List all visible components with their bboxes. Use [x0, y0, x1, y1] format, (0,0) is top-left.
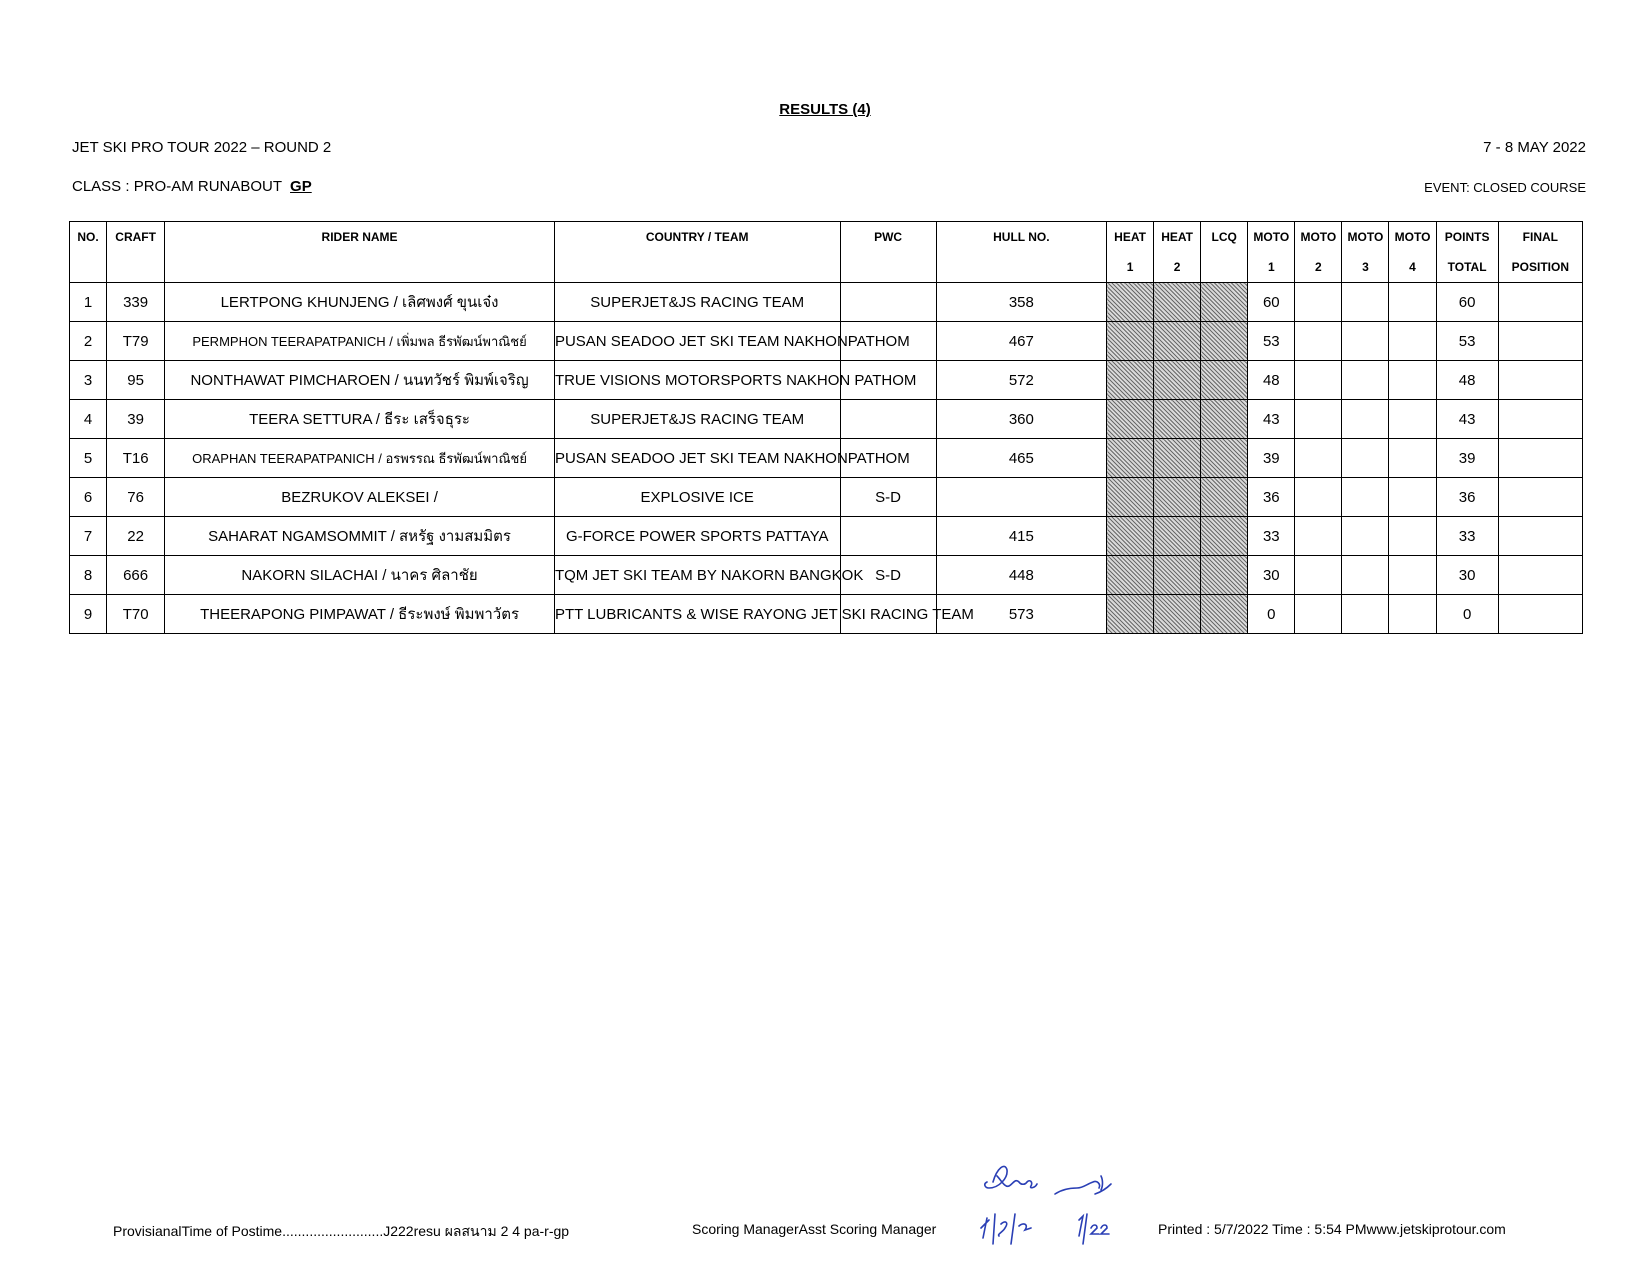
cell-moto-4: [1389, 322, 1436, 361]
cell-moto-2: [1295, 478, 1342, 517]
cell-moto-4: [1389, 283, 1436, 322]
header-rider-name: RIDER NAME: [165, 222, 555, 283]
header-heat-2: HEAT 2: [1154, 222, 1201, 283]
header-moto-3: MOTO 3: [1342, 222, 1389, 283]
cell-heat-1: [1107, 361, 1154, 400]
cell-heat-2: [1154, 322, 1201, 361]
cell-moto-4: [1389, 556, 1436, 595]
event-date: 7 - 8 MAY 2022: [1483, 139, 1586, 156]
event-type: EVENT: CLOSED COURSE: [1424, 180, 1586, 195]
header-final-position: FINAL POSITION: [1498, 222, 1582, 283]
table-row: [70, 517, 1583, 556]
cell-pwc: S-D: [840, 478, 936, 517]
cell-heat-1: [1107, 517, 1154, 556]
cell-final-position: [1498, 439, 1582, 478]
cell-rider-name: NONTHAWAT PIMCHAROEN / นนทวัชร์ พิมพ์เจริญ: [165, 361, 555, 400]
cell-rider-name: LERTPONG KHUNJENG / เลิศพงศ์ ขุนเจ๋ง: [165, 283, 555, 322]
cell-no: 2: [70, 322, 107, 361]
cell-pwc: [840, 517, 936, 556]
cell-lcq: [1201, 283, 1248, 322]
cell-rider-name: BEZRUKOV ALEKSEI /: [165, 478, 555, 517]
cell-final-position: [1498, 400, 1582, 439]
header-craft: CRAFT: [107, 222, 165, 283]
cell-moto-1: 30: [1248, 556, 1295, 595]
cell-lcq: [1201, 595, 1248, 634]
cell-craft: 22: [107, 517, 165, 556]
cell-final-position: [1498, 361, 1582, 400]
cell-heat-2: [1154, 439, 1201, 478]
cell-craft: T70: [107, 595, 165, 634]
cell-craft: 39: [107, 400, 165, 439]
header-pwc: PWC: [840, 222, 936, 283]
cell-heat-2: [1154, 595, 1201, 634]
cell-pwc: [840, 400, 936, 439]
table-header-row: [70, 222, 1583, 283]
cell-points-total: 0: [1436, 595, 1498, 634]
cell-points-total: 33: [1436, 517, 1498, 556]
cell-heat-1: [1107, 322, 1154, 361]
cell-moto-2: [1295, 517, 1342, 556]
cell-team: PUSAN SEADOO JET SKI TEAM NAKHONPATHOM: [554, 439, 840, 478]
page-title: RESULTS (4): [779, 101, 871, 118]
cell-no: 5: [70, 439, 107, 478]
handwritten-signature-icon: [975, 1158, 1165, 1248]
cell-moto-3: [1342, 478, 1389, 517]
footer-scoring-managers: Scoring ManagerAsst Scoring Manager: [692, 1221, 937, 1237]
cell-no: 6: [70, 478, 107, 517]
cell-heat-1: [1107, 595, 1154, 634]
cell-team: TQM JET SKI TEAM BY NAKORN BANGKOK: [554, 556, 840, 595]
cell-heat-2: [1154, 361, 1201, 400]
cell-points-total: 48: [1436, 361, 1498, 400]
table-row: [70, 556, 1583, 595]
cell-heat-2: [1154, 400, 1201, 439]
cell-moto-1: 0: [1248, 595, 1295, 634]
cell-rider-name: TEERA SETTURA / ธีระ เสร็จธุระ: [165, 400, 555, 439]
cell-moto-2: [1295, 361, 1342, 400]
cell-lcq: [1201, 478, 1248, 517]
cell-moto-1: 33: [1248, 517, 1295, 556]
cell-final-position: [1498, 556, 1582, 595]
cell-team: TRUE VISIONS MOTORSPORTS NAKHON PATHOM: [554, 361, 840, 400]
cell-points-total: 60: [1436, 283, 1498, 322]
table-row: [70, 361, 1583, 400]
cell-team: G-FORCE POWER SPORTS PATTAYA: [554, 517, 840, 556]
header-heat-1: HEAT 1: [1107, 222, 1154, 283]
cell-points-total: 36: [1436, 478, 1498, 517]
cell-lcq: [1201, 322, 1248, 361]
cell-moto-4: [1389, 595, 1436, 634]
cell-moto-4: [1389, 361, 1436, 400]
cell-team: SUPERJET&JS RACING TEAM: [554, 283, 840, 322]
cell-hull-no: 448: [936, 556, 1106, 595]
table-row: [70, 400, 1583, 439]
cell-moto-2: [1295, 322, 1342, 361]
cell-moto-1: 48: [1248, 361, 1295, 400]
header-hull-no: HULL NO.: [936, 222, 1106, 283]
cell-rider-name: ORAPHAN TEERAPATPANICH / อรพรรณ ธีรพัฒน์พาณิชย์: [165, 439, 555, 478]
class-line: [72, 178, 312, 195]
cell-moto-3: [1342, 595, 1389, 634]
cell-final-position: [1498, 283, 1582, 322]
table-row: [70, 439, 1583, 478]
cell-heat-1: [1107, 439, 1154, 478]
cell-moto-3: [1342, 322, 1389, 361]
cell-no: 7: [70, 517, 107, 556]
cell-pwc: [840, 283, 936, 322]
header-moto-1: MOTO 1: [1248, 222, 1295, 283]
cell-hull-no: 358: [936, 283, 1106, 322]
table-row: [70, 322, 1583, 361]
cell-points-total: 53: [1436, 322, 1498, 361]
cell-moto-3: [1342, 400, 1389, 439]
cell-moto-1: 53: [1248, 322, 1295, 361]
cell-pwc: S-D: [840, 556, 936, 595]
cell-moto-1: 36: [1248, 478, 1295, 517]
cell-heat-2: [1154, 478, 1201, 517]
cell-craft: 95: [107, 361, 165, 400]
cell-moto-4: [1389, 517, 1436, 556]
cell-heat-1: [1107, 400, 1154, 439]
cell-hull-no: 360: [936, 400, 1106, 439]
class-label: CLASS : PRO-AM RUNABOUT: [72, 178, 283, 195]
cell-no: 9: [70, 595, 107, 634]
cell-lcq: [1201, 400, 1248, 439]
cell-final-position: [1498, 478, 1582, 517]
cell-rider-name: NAKORN SILACHAI / นาคร ศิลาชัย: [165, 556, 555, 595]
cell-moto-3: [1342, 517, 1389, 556]
cell-lcq: [1201, 556, 1248, 595]
footer-provisional: ProvisianalTime of Postime..........................J222resu ผลสนาม 2 4 pa-r-gp: [113, 1223, 570, 1239]
cell-lcq: [1201, 439, 1248, 478]
cell-hull-no: 467: [936, 322, 1106, 361]
cell-moto-3: [1342, 439, 1389, 478]
cell-lcq: [1201, 361, 1248, 400]
header-lcq: LCQ: [1201, 222, 1248, 283]
cell-hull-no: 572: [936, 361, 1106, 400]
header-points-total: POINTS TOTAL: [1436, 222, 1498, 283]
cell-moto-3: [1342, 283, 1389, 322]
cell-moto-2: [1295, 283, 1342, 322]
cell-rider-name: SAHARAT NGAMSOMMIT / สหรัฐ งามสมมิตร: [165, 517, 555, 556]
cell-moto-1: 43: [1248, 400, 1295, 439]
cell-moto-1: 60: [1248, 283, 1295, 322]
cell-moto-4: [1389, 478, 1436, 517]
cell-heat-1: [1107, 556, 1154, 595]
cell-hull-no: 465: [936, 439, 1106, 478]
cell-heat-2: [1154, 517, 1201, 556]
cell-moto-2: [1295, 556, 1342, 595]
cell-moto-2: [1295, 400, 1342, 439]
cell-lcq: [1201, 517, 1248, 556]
cell-no: 8: [70, 556, 107, 595]
cell-no: 1: [70, 283, 107, 322]
header-moto-2: MOTO 2: [1295, 222, 1342, 283]
header-no: NO.: [70, 222, 107, 283]
cell-moto-1: 39: [1248, 439, 1295, 478]
cell-heat-1: [1107, 283, 1154, 322]
cell-team: PTT LUBRICANTS & WISE RAYONG JET SKI RACING TEAM: [554, 595, 840, 634]
cell-team: EXPLOSIVE ICE: [554, 478, 840, 517]
cell-no: 3: [70, 361, 107, 400]
cell-moto-3: [1342, 361, 1389, 400]
cell-moto-2: [1295, 595, 1342, 634]
footer-printed: Printed : 5/7/2022 Time : 5:54 PMwww.jetskiprotour.com: [1158, 1221, 1506, 1237]
table-row: [70, 478, 1583, 517]
cell-moto-2: [1295, 439, 1342, 478]
cell-final-position: [1498, 595, 1582, 634]
event-name: JET SKI PRO TOUR 2022 – ROUND 2: [72, 139, 332, 156]
cell-craft: T79: [107, 322, 165, 361]
cell-hull-no: 415: [936, 517, 1106, 556]
cell-hull-no: 573: [936, 595, 1106, 634]
cell-points-total: 43: [1436, 400, 1498, 439]
table-row: [70, 595, 1583, 634]
cell-craft: 666: [107, 556, 165, 595]
header-country-team: COUNTRY / TEAM: [554, 222, 840, 283]
cell-craft: 339: [107, 283, 165, 322]
cell-points-total: 39: [1436, 439, 1498, 478]
cell-heat-2: [1154, 283, 1201, 322]
cell-craft: 76: [107, 478, 165, 517]
cell-moto-3: [1342, 556, 1389, 595]
cell-final-position: [1498, 517, 1582, 556]
table-row: [70, 283, 1583, 322]
header-moto-4: MOTO 4: [1389, 222, 1436, 283]
cell-team: SUPERJET&JS RACING TEAM: [554, 400, 840, 439]
cell-hull-no: [936, 478, 1106, 517]
cell-rider-name: PERMPHON TEERAPATPANICH / เพิ่มพล ธีรพัฒน์พาณิชย์: [165, 322, 555, 361]
cell-no: 4: [70, 400, 107, 439]
cell-moto-4: [1389, 400, 1436, 439]
cell-team: PUSAN SEADOO JET SKI TEAM NAKHONPATHOM: [554, 322, 840, 361]
cell-moto-4: [1389, 439, 1436, 478]
cell-final-position: [1498, 322, 1582, 361]
cell-heat-1: [1107, 478, 1154, 517]
cell-heat-2: [1154, 556, 1201, 595]
cell-points-total: 30: [1436, 556, 1498, 595]
cell-rider-name: THEERAPONG PIMPAWAT / ธีระพงษ์ พิมพาวัตร: [165, 595, 555, 634]
results-table: [69, 221, 1583, 634]
class-code: GP: [290, 178, 312, 195]
cell-craft: T16: [107, 439, 165, 478]
